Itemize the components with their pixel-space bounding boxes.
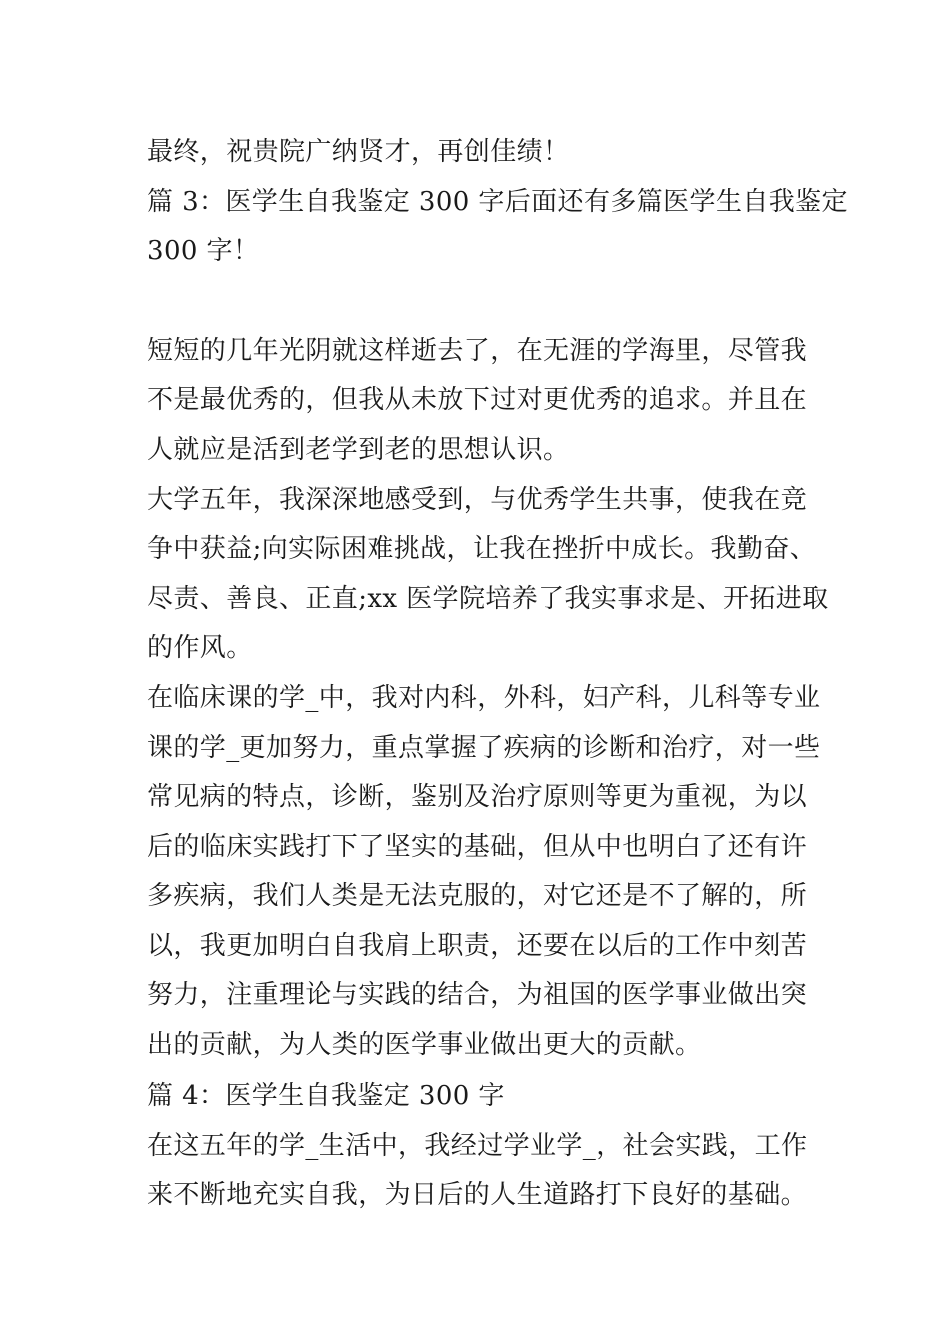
text-line: 出的贡献，为人类的医学事业做出更大的贡献。 <box>147 1030 702 1060</box>
text-line-closing: 最终，祝贵院广纳贤才，再创佳绩！ <box>147 137 570 167</box>
text-line: 争中获益;向实际困难挑战，让我在挫折中成长。我勤奋、 <box>147 534 817 564</box>
text-line: 常见病的特点，诊断，鉴别及治疗原则等更为重视，为以 <box>147 782 808 812</box>
text-line: 以，我更加明白自我肩上职责，还要在以后的工作中刻苦 <box>147 931 808 961</box>
section-3-heading: 篇 3：医学生自我鉴定 300 字后面还有多篇医学生自我鉴定 <box>147 187 848 217</box>
text-line: 不是最优秀的，但我从未放下过对更优秀的追求。并且在 <box>147 385 808 415</box>
text-line: 在临床课的学_中，我对内科，外科，妇产科，儿科等专业 <box>147 683 821 713</box>
text-line: 课的学_更加努力，重点掌握了疾病的诊断和治疗，对一些 <box>147 733 821 763</box>
section-4-heading: 篇 4：医学生自我鉴定 300 字 <box>147 1081 505 1111</box>
text-line: 努力，注重理论与实践的结合，为祖国的医学事业做出突 <box>147 980 808 1010</box>
text-line: 短短的几年光阴就这样逝去了，在无涯的学海里，尽管我 <box>147 336 808 366</box>
text-line: 大学五年，我深深地感受到，与优秀学生共事，使我在竞 <box>147 485 808 515</box>
text-line: 的作风。 <box>147 633 253 663</box>
text-line: 人就应是活到老学到老的思想认识。 <box>147 435 570 465</box>
text-line: 来不断地充实自我，为日后的人生道路打下良好的基础。 <box>147 1180 808 1210</box>
section-3-heading-cont: 300 字！ <box>147 236 260 266</box>
text-line: 后的临床实践打下了坚实的基础，但从中也明白了还有许 <box>147 832 808 862</box>
text-line: 多疾病，我们人类是无法克服的，对它还是不了解的，所 <box>147 881 808 911</box>
text-line: 尽责、善良、正直;xx 医学院培养了我实事求是、开拓进取 <box>147 584 829 614</box>
text-line: 在这五年的学_生活中，我经过学业学_，社会实践，工作 <box>147 1131 808 1161</box>
